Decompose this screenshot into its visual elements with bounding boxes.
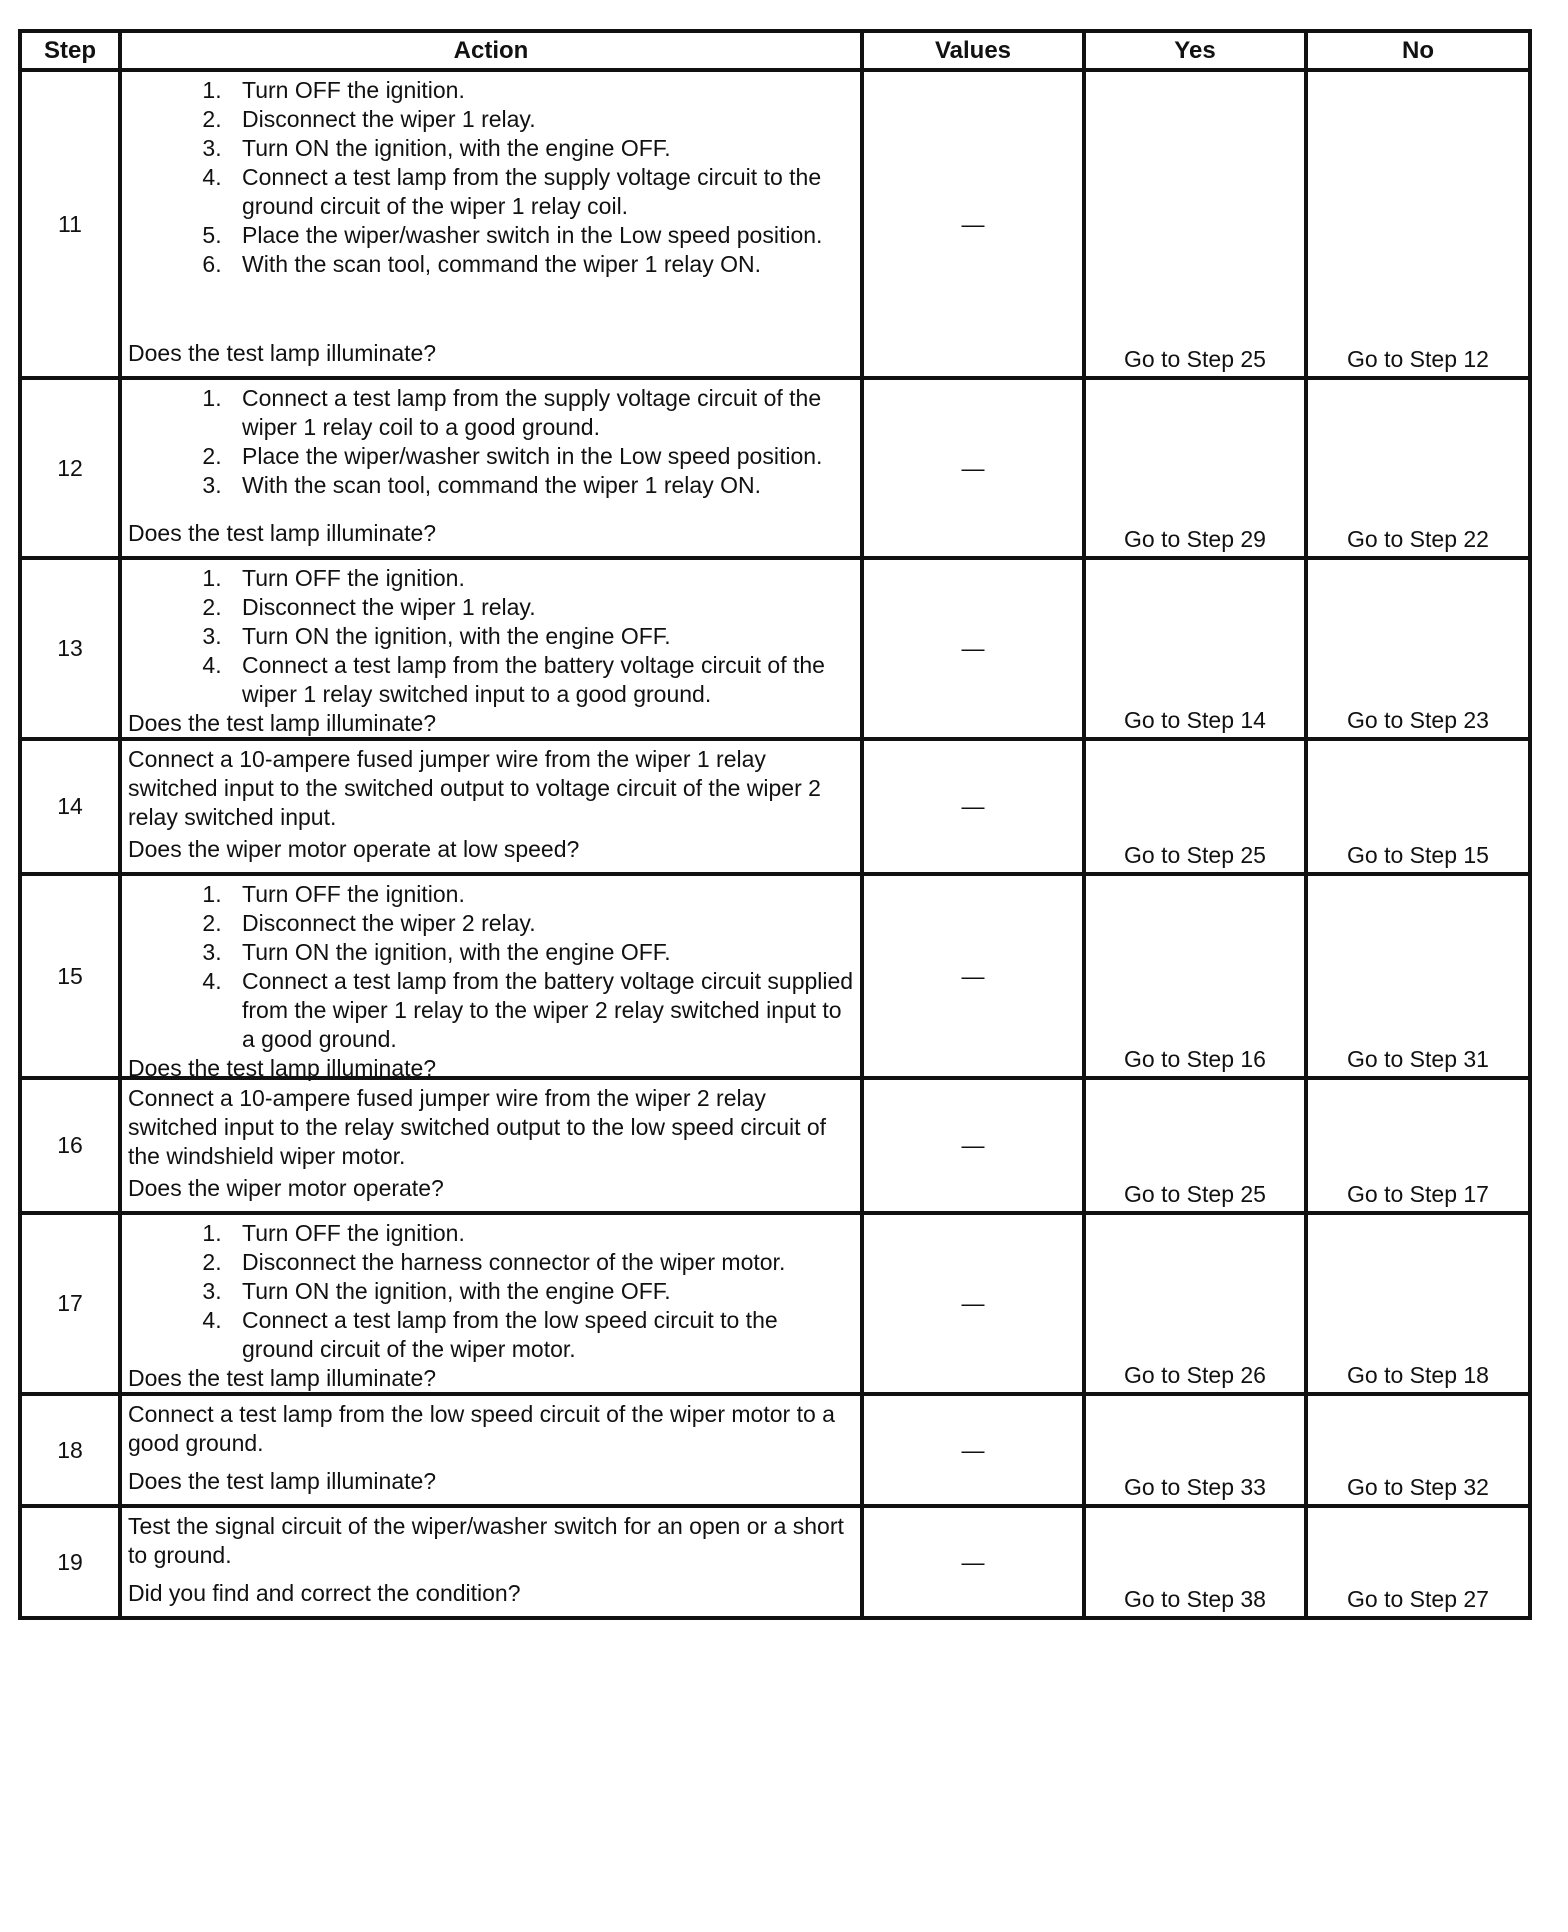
action-content — [128, 1512, 854, 1608]
yes-cell: Go to Step 14 — [1084, 558, 1306, 739]
instruction-item: 1. Turn OFF the ignition. — [228, 1219, 854, 1248]
action-instructions — [128, 1219, 854, 1364]
action-content — [128, 1219, 854, 1391]
header-step: Step — [20, 31, 120, 70]
instruction-item: 4. Connect a test lamp from the battery voltage circuit supplied from the wiper 1 relay to the wiper 2 relay switched input to a good ground. — [228, 967, 854, 1054]
step-number: 11 — [20, 70, 120, 378]
action-question: Does the test lamp illuminate? — [128, 340, 437, 366]
action-instructions — [128, 880, 854, 1054]
step-number: 19 — [20, 1506, 120, 1618]
action-question: Does the test lamp illuminate? — [128, 710, 437, 736]
action-content — [128, 564, 854, 736]
instruction-item: 2. Disconnect the wiper 2 relay. — [228, 909, 854, 938]
instruction-list — [128, 76, 854, 279]
diagnostic-table — [18, 29, 1532, 1620]
action-question: Does the test lamp illuminate? — [128, 520, 437, 546]
action-cell — [120, 1394, 862, 1506]
yes-cell: Go to Step 38 — [1084, 1506, 1306, 1618]
action-cell — [120, 1213, 862, 1394]
values-cell: — — [862, 378, 1084, 558]
yes-cell: Go to Step 16 — [1084, 874, 1306, 1078]
instruction-text: Connect a 10-ampere fused jumper wire from the wiper 1 relay switched input to the switched output to voltage circuit of the wiper 2 relay switched input. — [128, 746, 821, 830]
step-number: 12 — [20, 378, 120, 558]
header-row — [20, 31, 1530, 70]
action-question: Did you find and correct the condition? — [128, 1580, 521, 1606]
no-cell: Go to Step 32 — [1306, 1394, 1530, 1506]
step-number: 13 — [20, 558, 120, 739]
values-cell: — — [862, 739, 1084, 874]
action-content — [128, 1400, 854, 1496]
action-question: Does the wiper motor operate? — [128, 1175, 444, 1201]
table-row — [20, 558, 1530, 739]
no-cell: Go to Step 27 — [1306, 1506, 1530, 1618]
values-cell: — — [862, 874, 1084, 1078]
instruction-item: 4. Connect a test lamp from the supply voltage circuit to the ground circuit of the wiper 1 relay coil. — [228, 163, 854, 221]
instruction-item: 3. Turn ON the ignition, with the engine OFF. — [228, 938, 854, 967]
instruction-item: 2. Disconnect the wiper 1 relay. — [228, 105, 854, 134]
action-instructions — [128, 564, 854, 709]
yes-cell: Go to Step 25 — [1084, 70, 1306, 378]
table-row — [20, 1394, 1530, 1506]
yes-cell: Go to Step 33 — [1084, 1394, 1306, 1506]
header-yes: Yes — [1084, 31, 1306, 70]
action-instructions — [128, 384, 854, 500]
table-row — [20, 70, 1530, 378]
instruction-item: 3. Turn ON the ignition, with the engine OFF. — [228, 134, 854, 163]
step-number: 15 — [20, 874, 120, 1078]
no-cell: Go to Step 12 — [1306, 70, 1530, 378]
instruction-item: 1. Turn OFF the ignition. — [228, 880, 854, 909]
action-cell — [120, 739, 862, 874]
action-content — [128, 384, 854, 548]
instruction-list — [128, 564, 854, 709]
action-instructions — [128, 1400, 854, 1458]
instruction-text: Test the signal circuit of the wiper/washer switch for an open or a short to ground. — [128, 1513, 844, 1568]
instruction-item: 6. With the scan tool, command the wiper 1 relay ON. — [228, 250, 854, 279]
no-cell: Go to Step 15 — [1306, 739, 1530, 874]
action-cell — [120, 558, 862, 739]
instruction-item: 2. Disconnect the harness connector of the wiper motor. — [228, 1248, 854, 1277]
instruction-item: 3. Turn ON the ignition, with the engine OFF. — [228, 1277, 854, 1306]
instruction-item: 3. With the scan tool, command the wiper 1 relay ON. — [228, 471, 854, 500]
instruction-item: 1. Turn OFF the ignition. — [228, 564, 854, 593]
instruction-item: 1. Turn OFF the ignition. — [228, 76, 854, 105]
instruction-list — [128, 1219, 854, 1364]
instruction-item: 4. Connect a test lamp from the low speed circuit to the ground circuit of the wiper motor. — [228, 1306, 854, 1364]
table-row — [20, 739, 1530, 874]
instruction-list — [128, 880, 854, 1054]
action-question: Does the test lamp illuminate? — [128, 1468, 437, 1494]
values-cell: — — [862, 1506, 1084, 1618]
values-cell: — — [862, 1213, 1084, 1394]
values-cell: — — [862, 1394, 1084, 1506]
no-cell: Go to Step 17 — [1306, 1078, 1530, 1213]
action-content — [128, 745, 854, 864]
values-cell: — — [862, 1078, 1084, 1213]
table-row — [20, 378, 1530, 558]
no-cell: Go to Step 23 — [1306, 558, 1530, 739]
instruction-text: Connect a test lamp from the low speed circuit of the wiper motor to a good ground. — [128, 1401, 835, 1456]
yes-cell: Go to Step 29 — [1084, 378, 1306, 558]
action-cell — [120, 1078, 862, 1213]
no-cell: Go to Step 18 — [1306, 1213, 1530, 1394]
yes-cell: Go to Step 26 — [1084, 1213, 1306, 1394]
header-values: Values — [862, 31, 1084, 70]
action-content — [128, 76, 854, 368]
action-instructions — [128, 76, 854, 279]
action-instructions — [128, 1512, 854, 1570]
values-cell: — — [862, 70, 1084, 378]
action-instructions — [128, 1084, 854, 1171]
no-cell: Go to Step 31 — [1306, 874, 1530, 1078]
action-cell — [120, 378, 862, 558]
step-number: 18 — [20, 1394, 120, 1506]
instruction-list — [128, 384, 854, 500]
action-content — [128, 1084, 854, 1203]
instruction-item: 3. Turn ON the ignition, with the engine OFF. — [228, 622, 854, 651]
header-action: Action — [120, 31, 862, 70]
instruction-item: 1. Connect a test lamp from the supply voltage circuit of the wiper 1 relay coil to a good ground. — [228, 384, 854, 442]
action-question: Does the test lamp illuminate? — [128, 1365, 437, 1391]
step-number: 14 — [20, 739, 120, 874]
header-no: No — [1306, 31, 1530, 70]
step-number: 17 — [20, 1213, 120, 1394]
instruction-item: 2. Disconnect the wiper 1 relay. — [228, 593, 854, 622]
action-cell — [120, 1506, 862, 1618]
action-question: Does the wiper motor operate at low speed? — [128, 836, 580, 862]
action-cell — [120, 874, 862, 1081]
action-cell — [120, 70, 862, 378]
instruction-item: 5. Place the wiper/washer switch in the Low speed position. — [228, 221, 854, 250]
yes-cell: Go to Step 25 — [1084, 1078, 1306, 1213]
table-row — [20, 1213, 1530, 1394]
values-cell: — — [862, 558, 1084, 739]
instruction-text: Connect a 10-ampere fused jumper wire from the wiper 2 relay switched input to the relay switched output to the low speed circuit of the windshield wiper motor. — [128, 1085, 827, 1169]
table-row — [20, 1078, 1530, 1213]
action-content — [128, 880, 854, 1081]
table-row — [20, 1506, 1530, 1618]
yes-cell: Go to Step 25 — [1084, 739, 1306, 874]
action-instructions — [128, 745, 854, 832]
table-body — [20, 70, 1530, 1618]
no-cell: Go to Step 22 — [1306, 378, 1530, 558]
action-question: Does the test lamp illuminate? — [128, 1055, 437, 1081]
step-number: 16 — [20, 1078, 120, 1213]
instruction-item: 2. Place the wiper/washer switch in the Low speed position. — [228, 442, 854, 471]
table-row — [20, 874, 1530, 1078]
instruction-item: 4. Connect a test lamp from the battery voltage circuit of the wiper 1 relay switched input to a good ground. — [228, 651, 854, 709]
